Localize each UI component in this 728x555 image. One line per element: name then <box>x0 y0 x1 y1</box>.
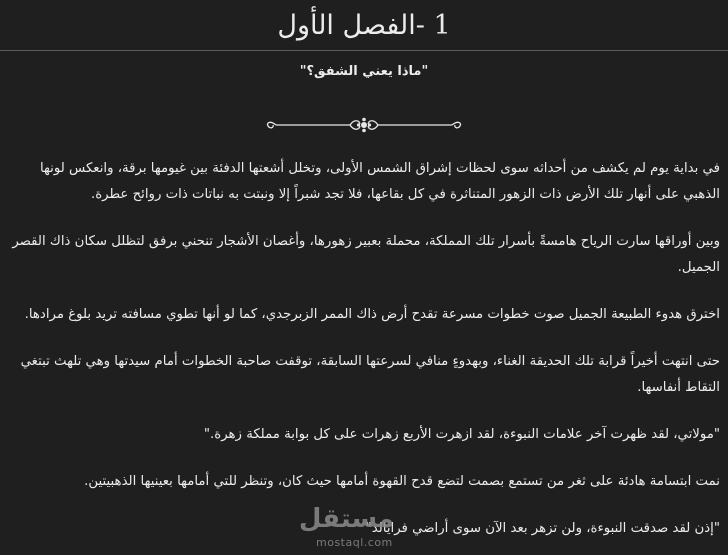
chapter-body <box>8 156 720 555</box>
paragraph: "إذن لقد صدقت النبوءة، ولن تزهر بعد الآن سوى أراضي فرايالد" <box>365 521 720 536</box>
paragraph: "مولاتي، لقد ظهرت آخر علامات النبوءة، لقد ازهرت الأربع زهرات على كل بوابة مملكة زهرة." <box>203 427 720 442</box>
title-divider <box>0 50 728 51</box>
chapter-title: 1 -الفصل الأول <box>277 10 451 41</box>
paragraph: اخترق هدوء الطبيعة الجميل صوت خطوات مسرعة تقدح أرض ذاك الممر الزبرجدي، كما لو أنها تطوي مسافته تريد بلوغ مرادها. <box>24 307 720 322</box>
paragraph: وبين أوراقها سارت الرياح هامسةً بأسرار تلك المملكة، محملة بعبير زهورها، وأغصان الأشجار تنحني برفق لتظلل سكان ذاك القصر الجميل. <box>12 234 720 275</box>
paragraph: في بداية يوم لم يكشف من أحداثه سوى لحظات إشراق الشمس الأولى، وتخلل أشعتها الدفئة بين غيومها برقة، وانعكس لونها الذهبي على أنهار تلك الأرض ذات الزهور المتناثرة في كل بقاعها، فلا تجد شبراً إلا ونبتت به نباتات ذات روائح عطرة. <box>39 161 720 202</box>
paragraph: حتى انتهت أخيراً قرابة تلك الحديقة الغناء، وبهدوءٍ منافي لسرعتها السابقة، توقفت صاحبة الخطوات أمام سيدتها وهي تلهث تبتغي التقاط أنفاسها. <box>20 354 720 395</box>
chapter-subtitle: "ماذا يعني الشفق؟" <box>299 64 429 79</box>
ornament-divider-icon <box>264 115 464 135</box>
watermark-url: mostaql.com <box>316 536 393 549</box>
paragraph: نمت ابتسامة هادئة على ثغر من تستمع بصمت لتضع قدح القهوة أمامها حيث كان، وتنظر للتي أمامها بعينيها الذهبيتين. <box>84 474 720 489</box>
watermark-logo-text: مستقل <box>298 504 394 534</box>
